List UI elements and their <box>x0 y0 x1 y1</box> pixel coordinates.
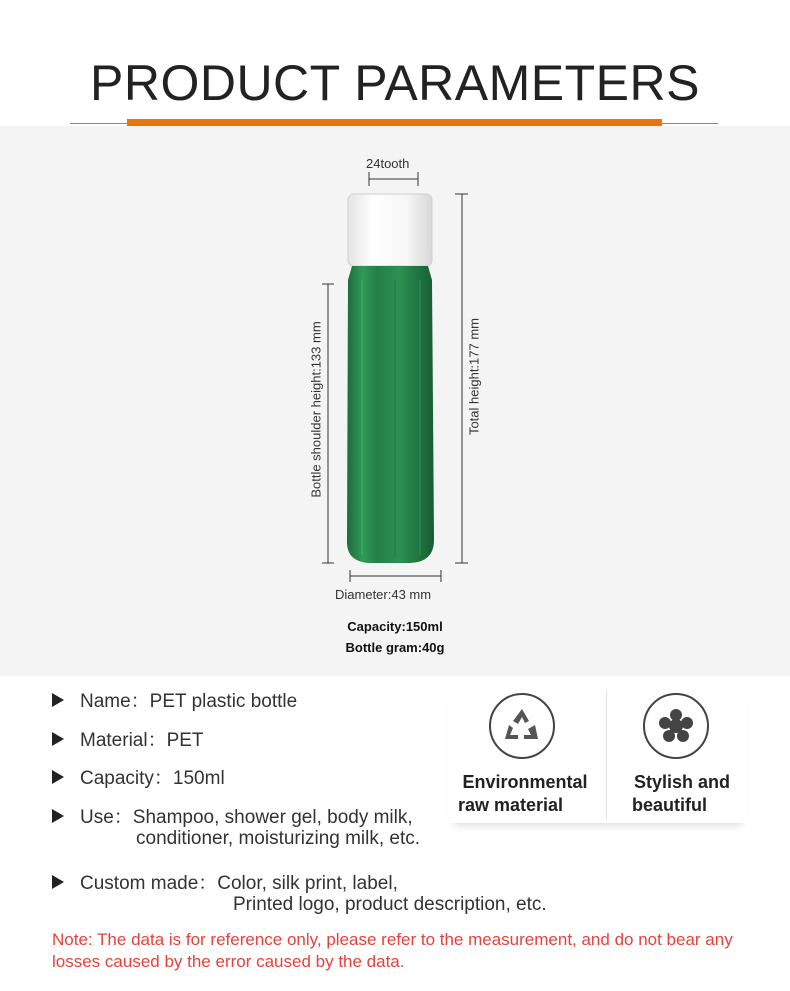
bullet-arrow-icon <box>52 693 64 707</box>
shoulder-height-dimension-line <box>322 284 334 563</box>
list-item: Material：PET <box>52 725 204 752</box>
disclaimer-note: Note: The data is for reference only, please refer to the measurement, and do not bear any losses caused by the error caused by the data. <box>52 930 733 971</box>
list-item: Use：Shampoo, shower gel, body milk, <box>52 802 413 829</box>
neck-dimension-line <box>369 172 418 186</box>
bottle-gram-label: Bottle gram:40g <box>345 640 445 655</box>
bullet-arrow-icon <box>52 770 64 784</box>
bullet-arrow-icon <box>52 732 64 746</box>
feature-divider <box>606 690 607 820</box>
diameter-dimension-line <box>350 570 441 582</box>
bottle-cap <box>348 194 432 266</box>
list-item: Custom made：Color, silk print, label, <box>52 868 398 895</box>
list-item-continuation: Printed logo, product description, etc. <box>233 894 547 915</box>
diameter-label: Diameter:43 mm <box>335 587 432 602</box>
total-height-label: Total height:177 mm <box>466 317 482 436</box>
list-item: Name：PET plastic bottle <box>52 686 297 713</box>
feature-environmental: Environmental raw material <box>458 772 588 815</box>
capacity-label: Capacity:150ml <box>347 619 443 634</box>
bottle-body <box>347 266 434 563</box>
bullet-arrow-icon <box>52 809 64 823</box>
recycle-icon <box>489 693 555 759</box>
list-item-continuation: conditioner, moisturizing milk, etc. <box>136 828 421 849</box>
flower-icon <box>643 693 709 759</box>
page-title: PRODUCT PARAMETERS <box>89 55 700 111</box>
bullet-arrow-icon <box>52 875 64 889</box>
shoulder-height-label: Bottle shoulder height:133 mm <box>308 321 324 498</box>
list-item: Capacity：150ml <box>52 763 225 790</box>
feature-stylish: Stylish and beautiful <box>632 772 731 815</box>
neck-size-label: 24tooth <box>366 156 410 171</box>
